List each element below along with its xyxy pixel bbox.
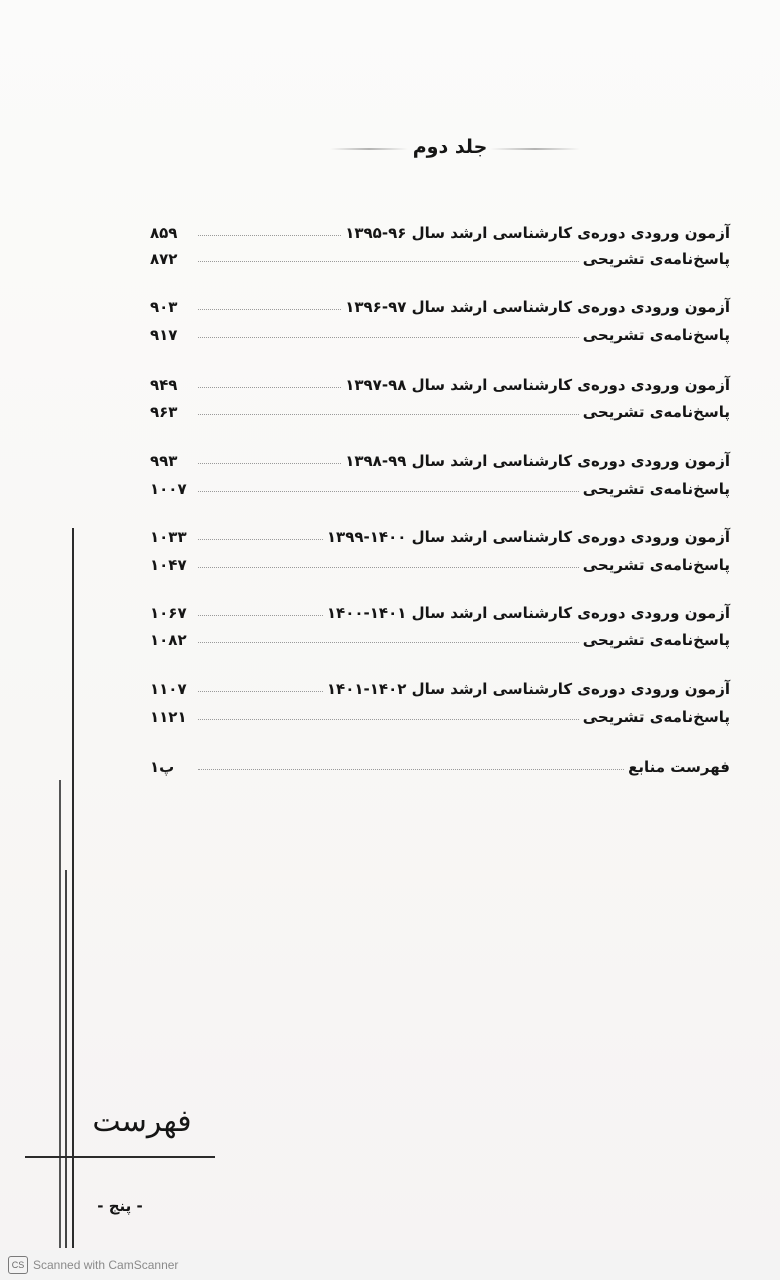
dot-leader xyxy=(198,641,579,643)
decorative-horizontal-line xyxy=(25,1156,215,1158)
toc-entry xyxy=(150,598,730,622)
dot-leader xyxy=(198,538,323,540)
toc-entry xyxy=(150,446,730,470)
page-number: - پنج - xyxy=(97,1197,143,1215)
dot-leader xyxy=(198,308,341,310)
dot-leader xyxy=(198,336,579,338)
dot-leader xyxy=(198,490,579,492)
toc-entry-page: ۹۰۳ xyxy=(150,298,178,316)
toc-entry-title: پاسخ‌نامه‌ی تشریحی xyxy=(582,250,730,268)
toc-entry xyxy=(150,702,730,726)
toc-entry-page: ۹۴۹ xyxy=(150,376,178,394)
watermark-text: Scanned with CamScanner xyxy=(33,1258,179,1272)
toc-entry-title: پاسخ‌نامه‌ی تشریحی xyxy=(582,556,730,574)
toc-entry-page: ۱۰۶۷ xyxy=(150,604,187,622)
dot-leader xyxy=(198,462,341,464)
toc-entry-title: فهرست منابع xyxy=(628,758,730,776)
toc-entry xyxy=(150,522,730,546)
dot-leader xyxy=(198,260,579,262)
dot-leader xyxy=(198,690,323,692)
toc-entry-title: آزمون ورودی دوره‌ی کارشناسی ارشد سال ۹۶-۱۳۹۵ xyxy=(345,224,730,242)
toc-entry-title: آزمون ورودی دوره‌ی کارشناسی ارشد سال ۱۴۰۰-۱۳۹۹ xyxy=(326,528,730,546)
dot-leader xyxy=(198,386,341,388)
title-rule-left xyxy=(330,148,408,150)
toc-entry-title: آزمون ورودی دوره‌ی کارشناسی ارشد سال ۱۴۰۲-۱۴۰۱ xyxy=(326,680,730,698)
dot-leader xyxy=(198,234,341,236)
toc-entry-page: ۹۱۷ xyxy=(150,326,178,344)
section-title: فهرست xyxy=(92,1104,192,1139)
camscanner-logo-icon: CS xyxy=(8,1256,28,1274)
toc-entry-page: پ۱ xyxy=(150,758,175,776)
decorative-vertical-line xyxy=(65,870,67,1248)
toc-entry-title: پاسخ‌نامه‌ی تشریحی xyxy=(582,708,730,726)
toc-entry-page: ۱۰۴۷ xyxy=(150,556,187,574)
toc-entry xyxy=(150,397,730,421)
toc-entry xyxy=(150,218,730,242)
toc-entry xyxy=(150,474,730,498)
toc-entry xyxy=(150,244,730,268)
toc-entry xyxy=(150,674,730,698)
toc-entry xyxy=(150,370,730,394)
dot-leader xyxy=(198,768,624,770)
dot-leader xyxy=(198,413,579,415)
toc-entry xyxy=(150,752,730,776)
scanner-watermark xyxy=(0,1250,780,1280)
decorative-vertical-line xyxy=(72,528,74,1248)
toc-entry-title: پاسخ‌نامه‌ی تشریحی xyxy=(582,326,730,344)
toc-entry-page: ۱۱۲۱ xyxy=(150,708,187,726)
toc-entry xyxy=(150,292,730,316)
toc-entry-page: ۱۱۰۷ xyxy=(150,680,187,698)
dot-leader xyxy=(198,566,579,568)
dot-leader xyxy=(198,718,579,720)
title-rule-right xyxy=(490,148,580,150)
toc-entry-page: ۱۰۳۳ xyxy=(150,528,187,546)
toc-entry-page: ۸۵۹ xyxy=(150,224,178,242)
toc-entry xyxy=(150,320,730,344)
toc-entry-page: ۱۰۸۲ xyxy=(150,631,187,649)
toc-entry-title: پاسخ‌نامه‌ی تشریحی xyxy=(582,480,730,498)
toc-entry-title: آزمون ورودی دوره‌ی کارشناسی ارشد سال ۹۸-۱۳۹۷ xyxy=(345,376,730,394)
toc-entry-page: ۹۶۳ xyxy=(150,403,178,421)
toc-entry-title: آزمون ورودی دوره‌ی کارشناسی ارشد سال ۹۹-۱۳۹۸ xyxy=(345,452,730,470)
toc-entry-page: ۱۰۰۷ xyxy=(150,480,187,498)
toc-entry-title: پاسخ‌نامه‌ی تشریحی xyxy=(582,631,730,649)
toc-entry-title: پاسخ‌نامه‌ی تشریحی xyxy=(582,403,730,421)
toc-entry xyxy=(150,625,730,649)
toc-entry-page: ۸۷۲ xyxy=(150,250,178,268)
dot-leader xyxy=(198,614,323,616)
volume-title: جلد دوم xyxy=(412,136,488,158)
toc-entry-page: ۹۹۳ xyxy=(150,452,178,470)
toc-entry xyxy=(150,550,730,574)
toc-entry-title: آزمون ورودی دوره‌ی کارشناسی ارشد سال ۱۴۰۱-۱۴۰۰ xyxy=(326,604,730,622)
toc-entry-title: آزمون ورودی دوره‌ی کارشناسی ارشد سال ۹۷-۱۳۹۶ xyxy=(345,298,730,316)
decorative-vertical-line xyxy=(59,780,61,1248)
